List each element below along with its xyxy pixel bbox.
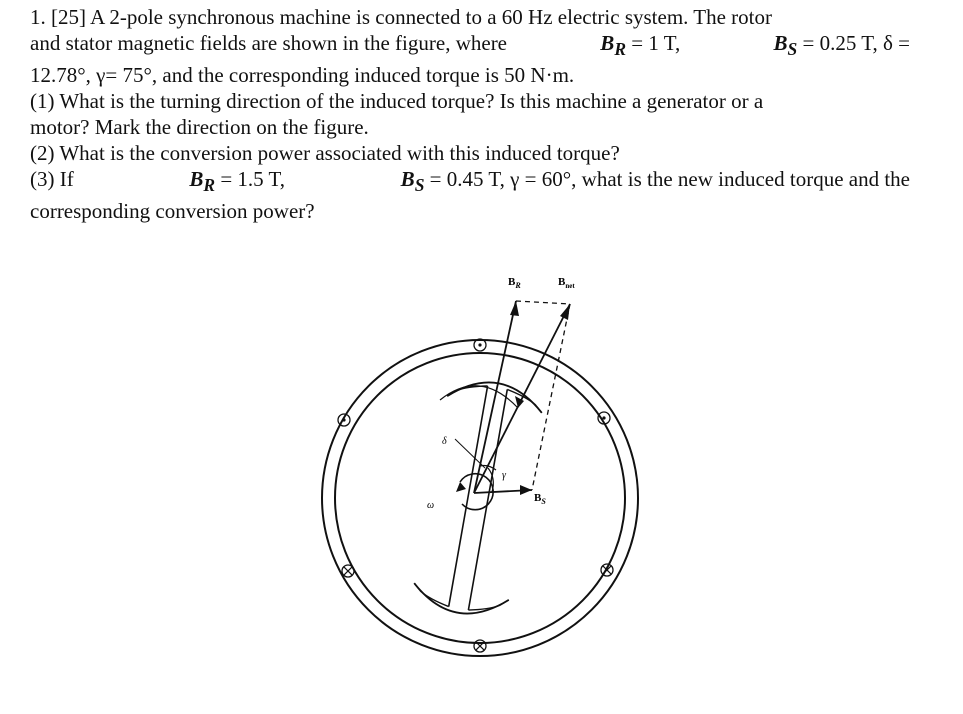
stator-inner-ring xyxy=(335,353,625,643)
problem-statement xyxy=(30,4,910,224)
problem-line-2-br: $B_R = 1$ T, xyxy=(600,31,681,60)
delta-pointer xyxy=(455,439,485,468)
bs-vector xyxy=(474,485,532,495)
machine-diagram xyxy=(320,268,650,668)
machine-figure xyxy=(320,268,650,668)
label-bs: $B_S$ xyxy=(534,492,546,506)
label-br: $B_R$ xyxy=(508,276,521,290)
question-2: (2) What is the conversion power associated with this induced torque? xyxy=(30,141,620,166)
stator-outer-ring xyxy=(322,340,638,656)
label-gamma: γ xyxy=(502,470,506,481)
question-1-line-2: motor? Mark the direction on the figure. xyxy=(30,115,369,140)
label-omega: ω xyxy=(427,500,435,511)
question-3-br: $B_R = 1.5$ T, xyxy=(189,167,286,196)
dashed-right xyxy=(532,304,570,490)
problem-line-2-bs: $B_S = 0.25$ T, δ = xyxy=(773,31,910,60)
dashed-top xyxy=(516,301,570,304)
problem-line-2 xyxy=(30,30,910,62)
conductor-cross-bottom xyxy=(474,640,486,652)
conductor-cross-left xyxy=(342,565,354,577)
problem-line-2-text: and stator magnetic fields are shown in the figure, where xyxy=(30,31,508,55)
question-3-bs: $B_S = 0.45$ T, γ = 60°, what is the new induced torque and the xyxy=(400,167,910,196)
omega-arrowhead xyxy=(456,482,466,492)
torque-arc xyxy=(440,386,518,408)
question-1-line-1: (1) What is the turning direction of the induced torque? Is this machine a generator or a xyxy=(30,89,764,114)
question-3-line-2: corresponding conversion power? xyxy=(30,199,315,224)
rotor xyxy=(410,375,545,621)
conductor-cross-right xyxy=(601,564,613,576)
bnet-vector xyxy=(474,304,570,493)
problem-line-3: 12.78°, γ= 75°, and the corresponding induced torque is 50 N·m. xyxy=(30,63,575,88)
problem-line-1: 1. [25] A 2-pole synchronous machine is connected to a 60 Hz electric system. The rotor xyxy=(30,5,772,29)
question-3-if: (3) If xyxy=(30,167,74,192)
question-3-line-1 xyxy=(30,166,910,198)
label-delta: δ xyxy=(442,436,447,447)
label-bnet: $B_{net}$ xyxy=(558,276,575,290)
